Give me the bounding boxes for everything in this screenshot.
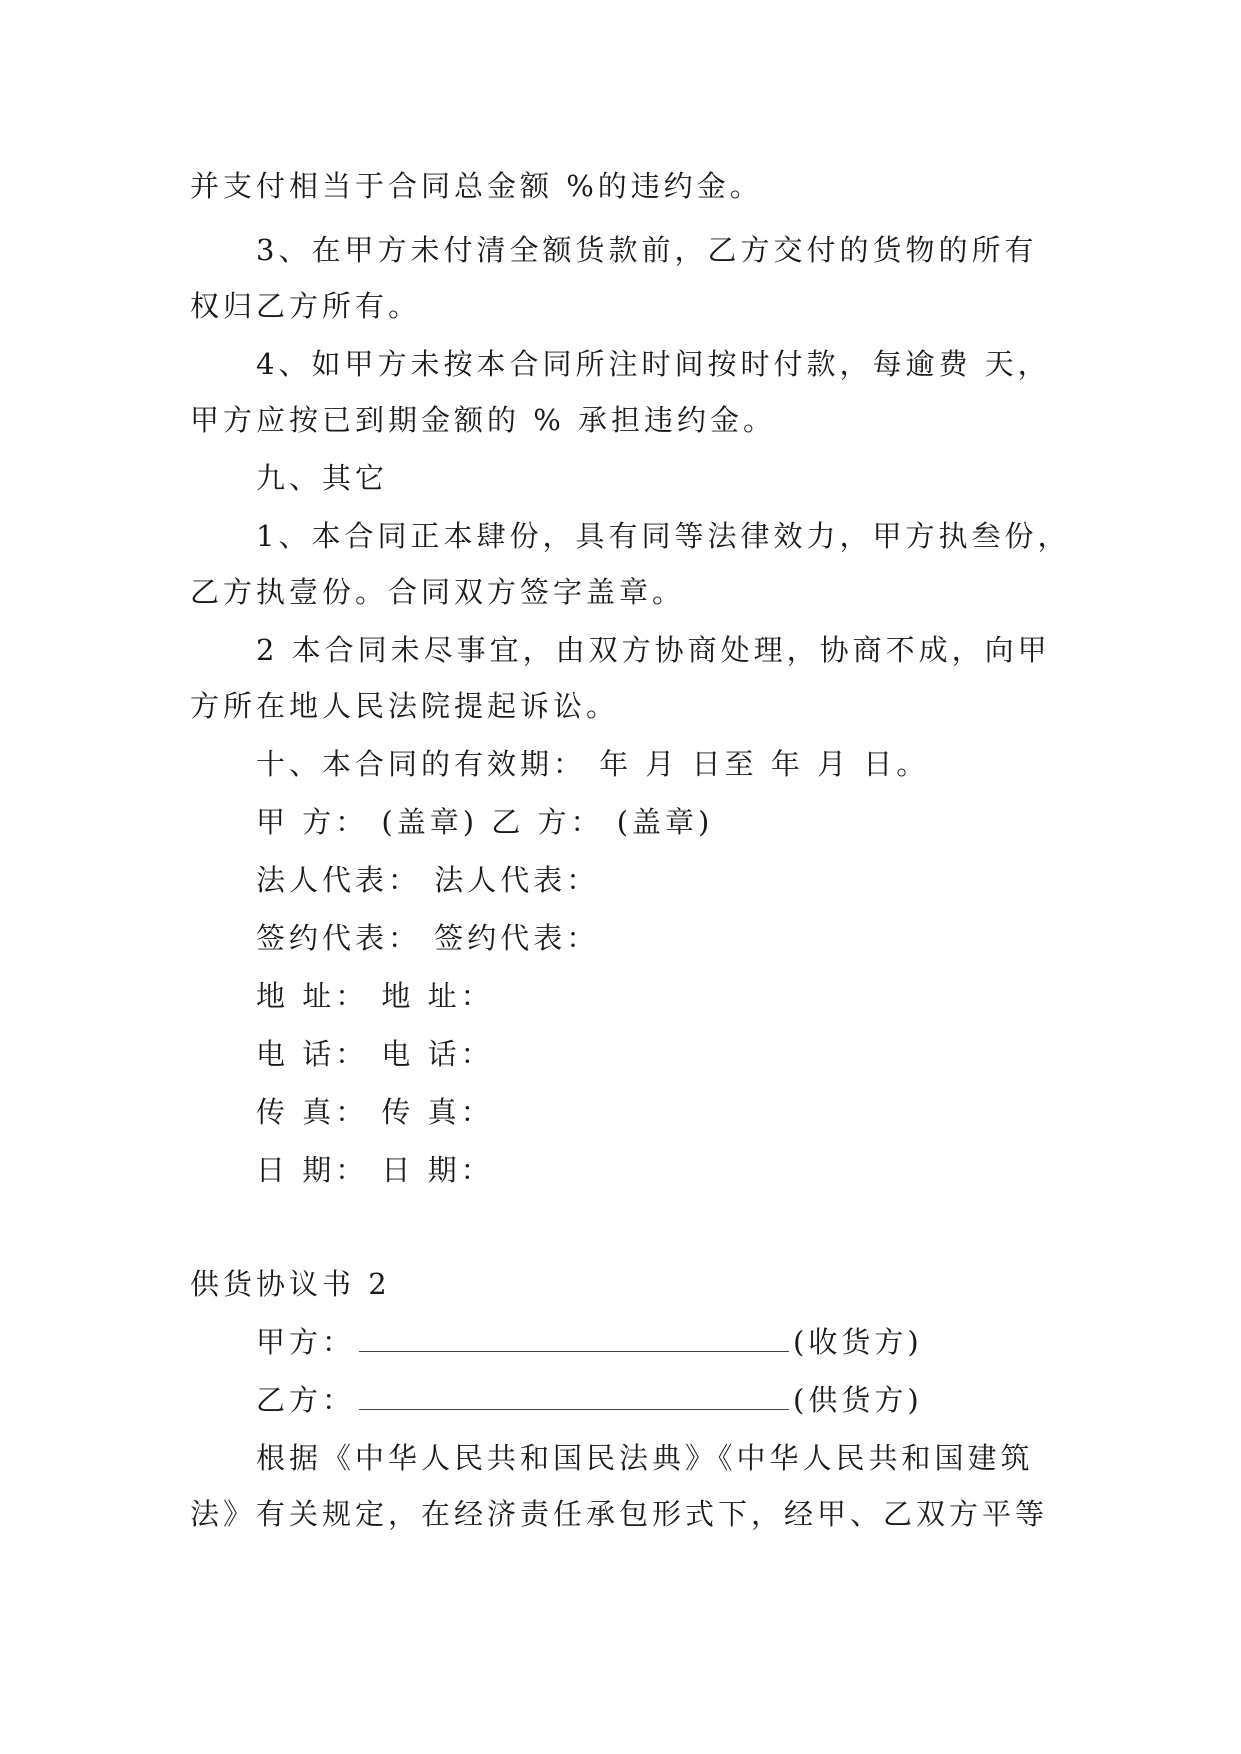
signature-line: 传 真： 传 真：: [256, 1095, 494, 1129]
party-b-label: 乙方：: [256, 1383, 356, 1417]
paragraph-line: 3、在甲方未付清全额货款前，乙方交付的货物的所有: [256, 233, 1038, 267]
paragraph-line: 根据《中华人民共和国民法典》《中华人民共和国建筑: [256, 1441, 1034, 1475]
signature-line: 地 址： 地 址：: [256, 979, 494, 1013]
paragraph-line: 1、本合同正本肆份，具有同等法律效力，甲方执叁份，: [256, 519, 1071, 553]
signature-line: 电 话： 电 话：: [256, 1037, 494, 1071]
signature-line: 法人代表： 法人代表：: [256, 863, 600, 897]
party-b-blank: [359, 1387, 789, 1410]
party-b-line: [256, 1382, 1126, 1418]
signature-line: 日 期： 日 期：: [256, 1153, 494, 1187]
party-a-line: [256, 1324, 1126, 1360]
section-heading: 十、本合同的有效期： 年 月 日至 年 月 日。: [256, 747, 930, 781]
paragraph-line: 方所在地人民法院提起诉讼。: [190, 689, 620, 723]
document-title: 供货协议书 2: [190, 1267, 391, 1301]
party-b-role: (供货方): [793, 1383, 923, 1417]
section-heading: 九、其它: [256, 461, 389, 495]
party-a-label: 甲方：: [256, 1325, 356, 1359]
paragraph-line: 4、如甲方未按本合同所注时间按时付款，每逾费 天，: [256, 347, 1051, 381]
party-a-blank: [359, 1329, 789, 1352]
paragraph-line: 并支付相当于合同总金额 %的违约金。: [190, 169, 763, 203]
paragraph-line: 法》有关规定，在经济责任承包形式下，经甲、乙双方平等: [190, 1497, 1049, 1531]
paragraph-line: 2 本合同未尽事宜，由双方协商处理，协商不成，向甲: [256, 633, 1051, 667]
signature-line: 甲 方： (盖章) 乙 方： (盖章): [256, 805, 714, 839]
paragraph-line: 权归乙方所有。: [190, 289, 422, 323]
party-a-role: (收货方): [793, 1325, 923, 1359]
signature-line: 签约代表： 签约代表：: [256, 921, 600, 955]
paragraph-line: 乙方执壹份。合同双方签字盖章。: [190, 575, 686, 609]
paragraph-line: 甲方应按已到期金额的 % 承担违约金。: [190, 403, 776, 437]
